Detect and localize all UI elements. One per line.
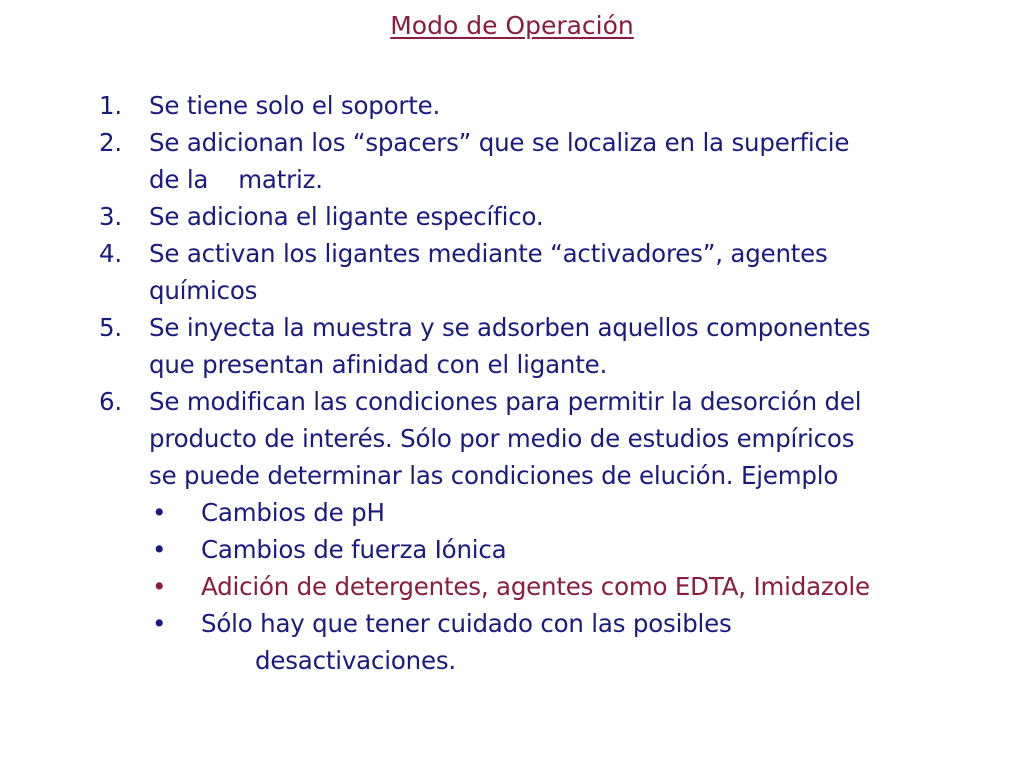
step-number: 2. [99, 128, 122, 157]
step-number: 4. [99, 239, 122, 268]
step-number: 1. [99, 91, 122, 120]
bullet-text: Cambios de pH [201, 498, 385, 527]
step-1 [0, 87, 1024, 124]
step-text-continuation: químicos [149, 276, 258, 305]
bullet-icon: • [152, 498, 167, 527]
bullet-icon: • [152, 609, 167, 638]
step-number: 5. [99, 313, 122, 342]
step-text-continuation [149, 161, 323, 198]
step-text-continuation: que presentan afinidad con el ligante. [149, 350, 608, 379]
step-number: 6. [99, 387, 122, 416]
step-6 [0, 383, 1024, 420]
step-text-fragment: de la [149, 165, 209, 194]
step-6-continuation [0, 457, 1024, 494]
step-text: Se inyecta la muestra y se adsorben aquellos componentes [149, 313, 871, 342]
step-number: 3. [99, 202, 122, 231]
operation-steps-list [0, 87, 1024, 679]
step-text-continuation: se puede determinar las condiciones de elución. Ejemplo [149, 461, 839, 490]
slide-title: Modo de Operación [390, 11, 634, 40]
bullet-text: Sólo hay que tener cuidado con las posibles [201, 609, 732, 638]
step-text: Se activan los ligantes mediante “activadores”, agentes [149, 239, 828, 268]
step-2 [0, 124, 1024, 161]
bullet-item-highlighted [0, 568, 1024, 605]
step-5 [0, 309, 1024, 346]
step-text: Se modifican las condiciones para permitir la desorción del [149, 387, 862, 416]
step-5-continuation [0, 346, 1024, 383]
step-text-fragment: matriz. [238, 165, 323, 194]
bullet-item [0, 531, 1024, 568]
step-2-continuation [0, 161, 1024, 198]
step-text: Se tiene solo el soporte. [149, 91, 441, 120]
bullet-text: Adición de detergentes, agentes como EDTA, Imidazole [201, 572, 870, 601]
bullet-text-continuation: desactivaciones. [255, 646, 457, 675]
step-6-continuation [0, 420, 1024, 457]
bullet-item [0, 494, 1024, 531]
step-3 [0, 198, 1024, 235]
step-4 [0, 235, 1024, 272]
step-text: Se adicionan los “spacers” que se localiza en la superficie [149, 128, 850, 157]
step-text: Se adiciona el ligante específico. [149, 202, 544, 231]
bullet-icon: • [152, 572, 167, 601]
step-text-continuation: producto de interés. Sólo por medio de estudios empíricos [149, 424, 855, 453]
bullet-item [0, 605, 1024, 642]
bullet-icon: • [152, 535, 167, 564]
step-4-continuation [0, 272, 1024, 309]
bullet-text: Cambios de fuerza Iónica [201, 535, 507, 564]
bullet-item-continuation [0, 642, 1024, 679]
